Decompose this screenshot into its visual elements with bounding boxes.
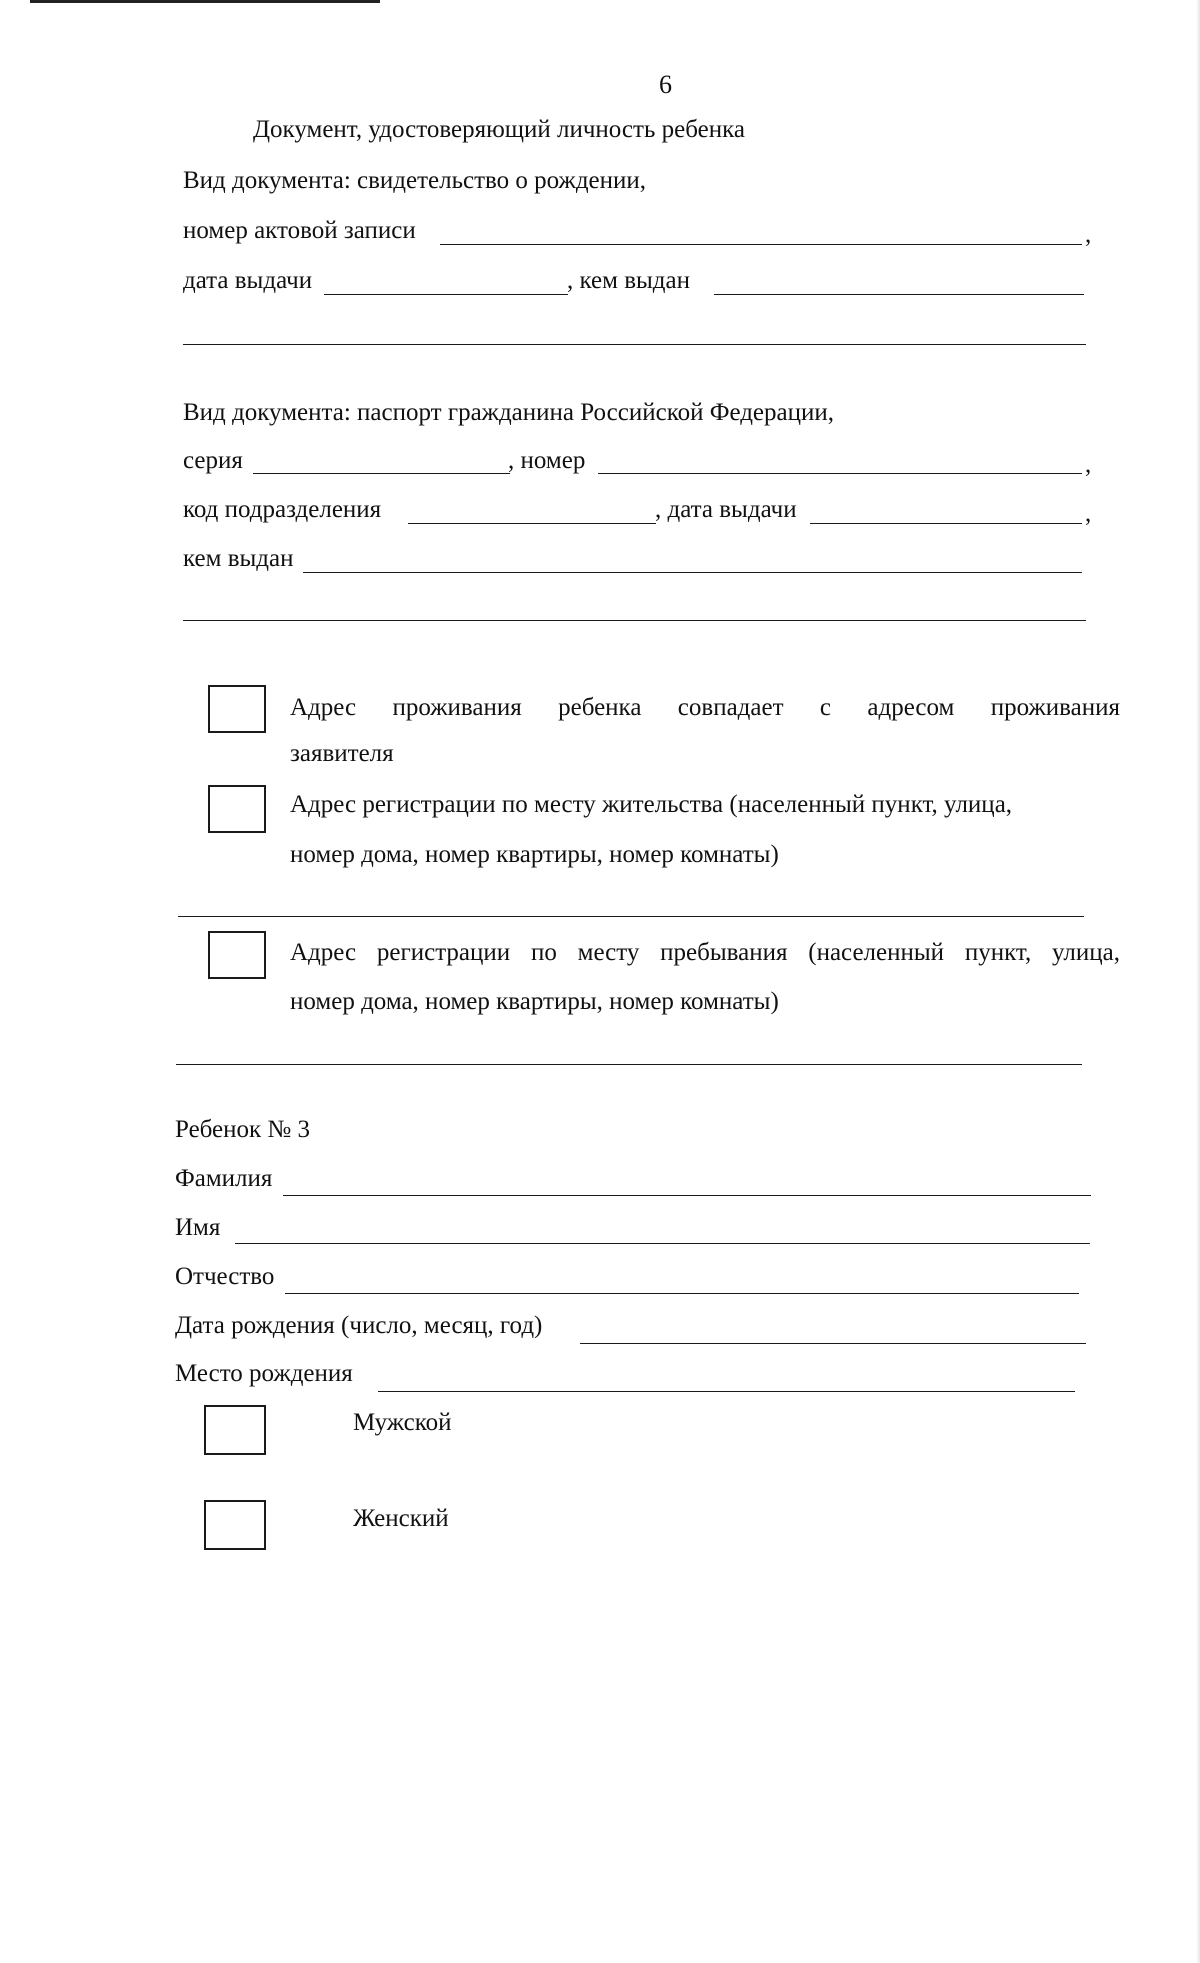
birth-cert-issue-date-label: дата выдачи — [183, 267, 313, 294]
word: с — [819, 694, 831, 721]
division-code-label: код подразделения — [183, 496, 382, 523]
female-label: Женский — [353, 1505, 449, 1532]
passport-issue-date-field[interactable] — [810, 523, 1082, 524]
male-label: Мужской — [353, 1409, 452, 1436]
name-field[interactable] — [235, 1243, 1090, 1244]
word: регистрации — [376, 939, 511, 966]
birth-place-label: Место рождения — [175, 1360, 353, 1387]
passport-series-field[interactable] — [253, 473, 510, 474]
residence-address-label-line2: номер дома, номер квартиры, номер комнаты) — [290, 841, 779, 868]
word: по — [530, 939, 557, 966]
birth-cert-issued-by-field-2[interactable] — [183, 344, 1086, 345]
passport-issue-date-label: , дата выдачи — [655, 496, 797, 523]
surname-field[interactable] — [283, 1195, 1091, 1196]
passport-doc-type: Вид документа: паспорт гражданина Российской Федерации, — [183, 399, 835, 426]
patronymic-label: Отчество — [175, 1263, 275, 1290]
record-number-label: номер актовой записи — [183, 217, 416, 244]
residence-address-field[interactable] — [178, 916, 1084, 917]
record-number-field[interactable] — [440, 244, 1082, 245]
division-code-field[interactable] — [408, 523, 656, 524]
page-heading: Документ, удостоверяющий личность ребенка — [253, 116, 745, 143]
stay-address-field[interactable] — [176, 1064, 1082, 1065]
passport-issued-by-field-2[interactable] — [183, 620, 1086, 621]
stay-address-label-line2: номер дома, номер квартиры, номер комнаты) — [290, 988, 779, 1015]
passport-issue-date-comma: , — [1085, 500, 1092, 527]
word: проживания — [990, 694, 1120, 721]
same-address-label-line1 — [290, 695, 1120, 720]
word: месту — [577, 939, 640, 966]
birth-place-field[interactable] — [378, 1391, 1075, 1392]
scan-edge — [1196, 0, 1200, 1963]
word: совпадает — [677, 694, 784, 721]
birth-date-label: Дата рождения (число, месяц, год) — [175, 1312, 543, 1339]
word: пункт, — [964, 939, 1032, 966]
birth-cert-issued-by-field[interactable] — [714, 294, 1084, 295]
top-edge-mark — [30, 0, 380, 3]
passport-series-label: серия — [183, 447, 243, 474]
surname-label: Фамилия — [175, 1165, 273, 1192]
passport-issued-by-field[interactable] — [303, 572, 1082, 573]
birth-cert-issued-by-label: , кем выдан — [567, 267, 690, 294]
name-label: Имя — [175, 1214, 221, 1241]
same-address-label-line2: заявителя — [290, 740, 394, 767]
birth-certificate-doc-type: Вид документа: свидетельство о рождении, — [183, 167, 647, 194]
stay-address-checkbox[interactable] — [208, 931, 266, 979]
record-number-comma: , — [1085, 221, 1092, 248]
same-address-checkbox[interactable] — [208, 685, 266, 733]
child-title: Ребенок № 3 — [175, 1116, 311, 1143]
birth-date-field[interactable] — [580, 1343, 1086, 1344]
word: пребывания — [660, 939, 788, 966]
page-number: 6 — [659, 70, 672, 99]
residence-address-label-line1: Адрес регистрации по месту жительства (населенный пункт, улица, — [290, 791, 1013, 818]
male-checkbox[interactable] — [204, 1405, 266, 1455]
word: Адрес — [290, 694, 357, 721]
word: ребенка — [558, 694, 642, 721]
female-checkbox[interactable] — [204, 1500, 266, 1550]
word: Адрес — [290, 939, 357, 966]
passport-number-label: , номер — [508, 447, 586, 474]
word: адресом — [867, 694, 955, 721]
word: проживания — [392, 694, 522, 721]
birth-cert-issue-date-field[interactable] — [324, 294, 568, 295]
passport-issued-by-label: кем выдан — [183, 545, 294, 572]
residence-address-checkbox[interactable] — [208, 785, 266, 833]
passport-number-field[interactable] — [598, 473, 1082, 474]
patronymic-field[interactable] — [285, 1293, 1079, 1294]
word: улица, — [1052, 939, 1120, 966]
stay-address-label-line1 — [290, 940, 1120, 965]
passport-number-comma: , — [1085, 451, 1092, 478]
word: (населенный — [808, 939, 945, 966]
